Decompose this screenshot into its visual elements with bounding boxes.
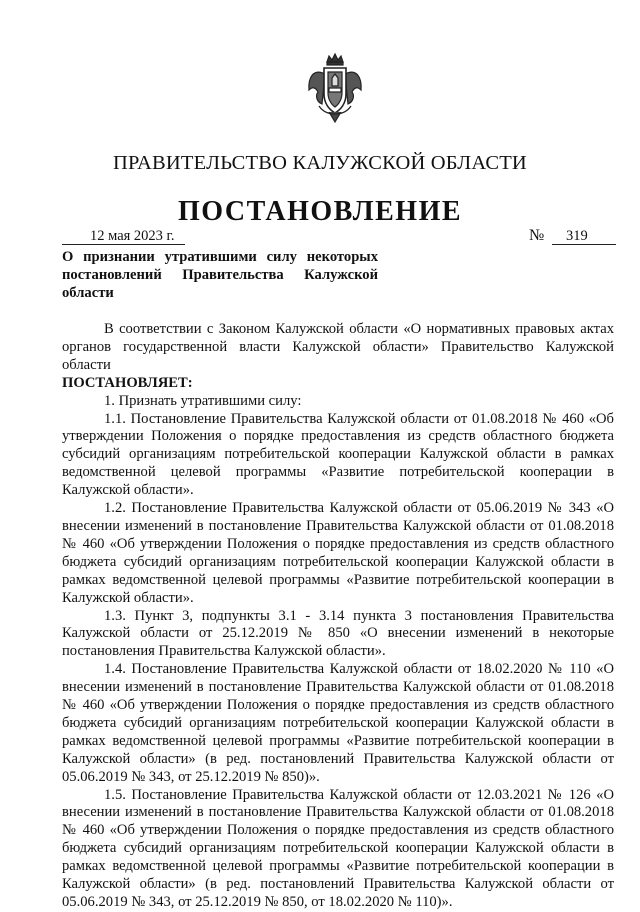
subitem-paragraph: 1.3. Пункт 3, подпункты 3.1 - 3.14 пункта 3 постановления Правительства Калужской области от 25.12.2019 № 850 «О внесении изменений в некоторые постановления Правительства Калужской области». [62, 607, 614, 660]
item-paragraph: 1. Признать утратившими силу: [104, 392, 302, 409]
subitem-paragraph: 1.2. Постановление Правительства Калужской области от 05.06.2019 № 343 «О внесении изменений в постановление Правительства Калужской области от 01.08.2018 № 460 «Об утверждении Положения о порядке предоставления из средств областного бюджета субсидий организациям потребительской кооперации Калужской области в рамках ведомственной целевой программы «Развитие потребительской кооперации в Калужской области». [62, 500, 614, 606]
document-subject [62, 249, 378, 302]
document-number-field [552, 228, 616, 245]
subitem-paragraph: 1.1. Постановление Правительства Калужской области от 01.08.2018 № 460 «Об утверждении Положения о порядке предоставления из средств областного бюджета субсидий организациям потребительской кооперации Калужской области в рамках ведомственной целевой программы «Развитие потребительской кооперации в Калужской области». [62, 410, 614, 499]
document-date-field [62, 228, 185, 245]
document-number: 319 [566, 228, 588, 244]
subitem-paragraph: 1.5. Постановление Правительства Калужской области от 12.03.2021 № 126 «О внесении изменений в постановление Правительства Калужской области от 01.08.2018 № 460 «Об утверждении Положения о порядке предоставления из средств областного бюджета субсидий организациям потребительской кооперации Калужской области в рамках ведомственной целевой программы «Развитие потребительской кооперации в Калужской области» (в ред. постановлений Правительства Калужской области от 05.06.2019 № 343, от 25.12.2019 № 850, от 18.02.2020 № 110)». [62, 786, 614, 910]
subitem-paragraph: 1.4. Постановление Правительства Калужской области от 18.02.2020 № 110 «О внесении изменений в постановление Правительства Калужской области от 01.08.2018 № 460 «Об утверждении Положения о порядке предоставления из средств областного бюджета субсидий организациям потребительской кооперации Калужской области в рамках ведомственной целевой программы «Развитие потребительской кооперации в Калужской области» (в ред. постановлений Правительства Калужской области от 05.06.2019 № 343, от 25.12.2019 № 850)». [62, 661, 614, 785]
document-type-title: ПОСТАНОВЛЕНИЕ [177, 196, 463, 227]
subject-line: О признании утратившими силу некоторых [62, 249, 378, 265]
document-date: 12 мая 2023 г. [90, 228, 175, 244]
subject-line: области [62, 284, 114, 301]
document-body [62, 321, 614, 912]
decree-word: ПОСТАНОВЛЯЕТ: [62, 374, 193, 391]
document-number-label: № [529, 227, 545, 244]
subject-line: постановлений Правительства Калужской [62, 266, 378, 283]
coat-of-arms-emblem [305, 52, 365, 126]
preamble-paragraph: В соответствии с Законом Калужской области «О нормативных правовых актах органов государственной власти Калужской области» Правительство Калужской области [62, 321, 614, 373]
government-name: ПРАВИТЕЛЬСТВО КАЛУЖСКОЙ ОБЛАСТИ [113, 152, 527, 174]
